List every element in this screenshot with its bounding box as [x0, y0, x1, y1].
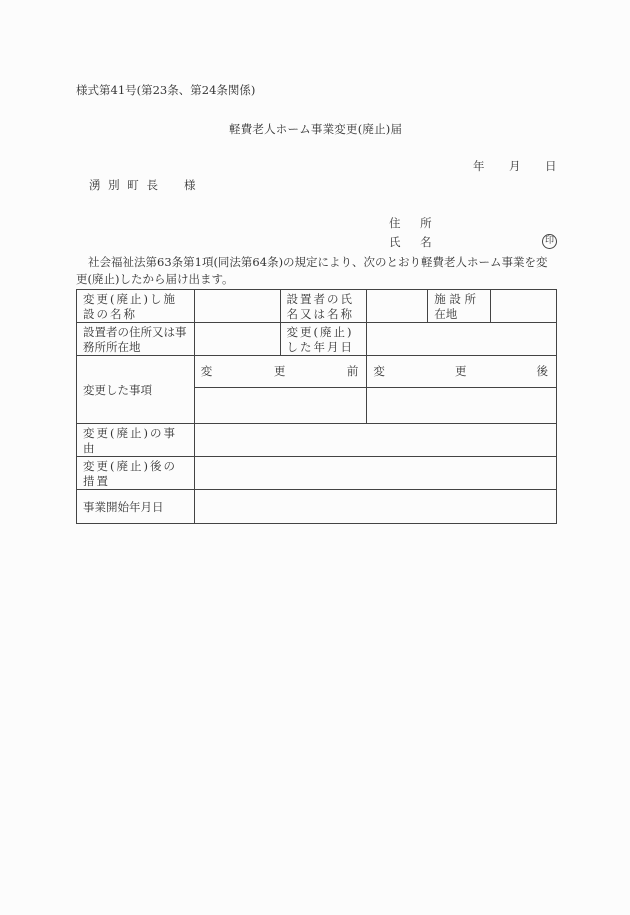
addressee-honorific: 様: [183, 178, 196, 192]
start-date-field[interactable]: [194, 490, 556, 524]
before-header-char: 変: [200, 364, 213, 378]
before-value-field[interactable]: [194, 388, 367, 424]
facility-location-field[interactable]: [491, 290, 557, 323]
table-row: [77, 424, 557, 457]
table-row: [77, 323, 557, 356]
before-header: [194, 356, 367, 388]
date-year-label: 年: [473, 159, 485, 173]
table-row: [77, 490, 557, 524]
reason-label: 変更(廃止)の事由: [77, 424, 195, 457]
facility-name-field[interactable]: [194, 290, 280, 323]
table-row: [77, 290, 557, 323]
date-day-label: 日: [545, 159, 557, 173]
applicant-address-label: 住 所: [389, 216, 440, 230]
seal-icon: 印: [542, 234, 557, 249]
after-header-char: 更: [454, 364, 467, 378]
applicant-name-label: 氏 名: [389, 235, 440, 249]
founder-name-label: 設置者の氏名又は名称: [280, 290, 367, 323]
date-month-label: 月: [509, 159, 521, 173]
form-number: 様式第41号(第23条、第24条関係): [76, 83, 256, 97]
notification-form-table: [76, 289, 557, 524]
declaration-text: 社会福祉法第63条第1項(同法第64条)の規定により、次のとおり軽費老人ホーム事業を変更(廃止)したから届け出ます。: [76, 255, 548, 286]
document-title: 軽費老人ホーム事業変更(廃止)届: [229, 122, 403, 136]
founder-name-field[interactable]: [367, 290, 428, 323]
addressee: [89, 180, 195, 192]
after-header-char: 変: [373, 364, 385, 378]
after-header-char: 後: [536, 364, 548, 378]
facility-name-label: 変更(廃止)し施設の名称: [77, 290, 195, 323]
start-date-label: 事業開始年月日: [77, 490, 195, 524]
measures-label: 変更(廃止)後の措置: [77, 457, 195, 490]
measures-field[interactable]: [194, 457, 556, 490]
change-date-field[interactable]: [367, 323, 557, 356]
after-header: [367, 356, 557, 388]
after-value-field[interactable]: [367, 388, 557, 424]
changed-items-label: 変更した事項: [77, 356, 195, 424]
table-row: [77, 457, 557, 490]
before-header-char: 前: [346, 364, 359, 378]
before-header-char: 更: [273, 364, 286, 378]
table-row: [77, 356, 557, 388]
change-date-label: 変更(廃止)した年月日: [280, 323, 367, 356]
founder-address-label: 設置者の住所又は事務所所在地: [77, 323, 195, 356]
reason-field[interactable]: [194, 424, 556, 457]
addressee-name: 湧 別 町 長: [89, 178, 158, 192]
founder-address-field[interactable]: [194, 323, 280, 356]
facility-location-label: 施 設 所在地: [428, 290, 491, 323]
